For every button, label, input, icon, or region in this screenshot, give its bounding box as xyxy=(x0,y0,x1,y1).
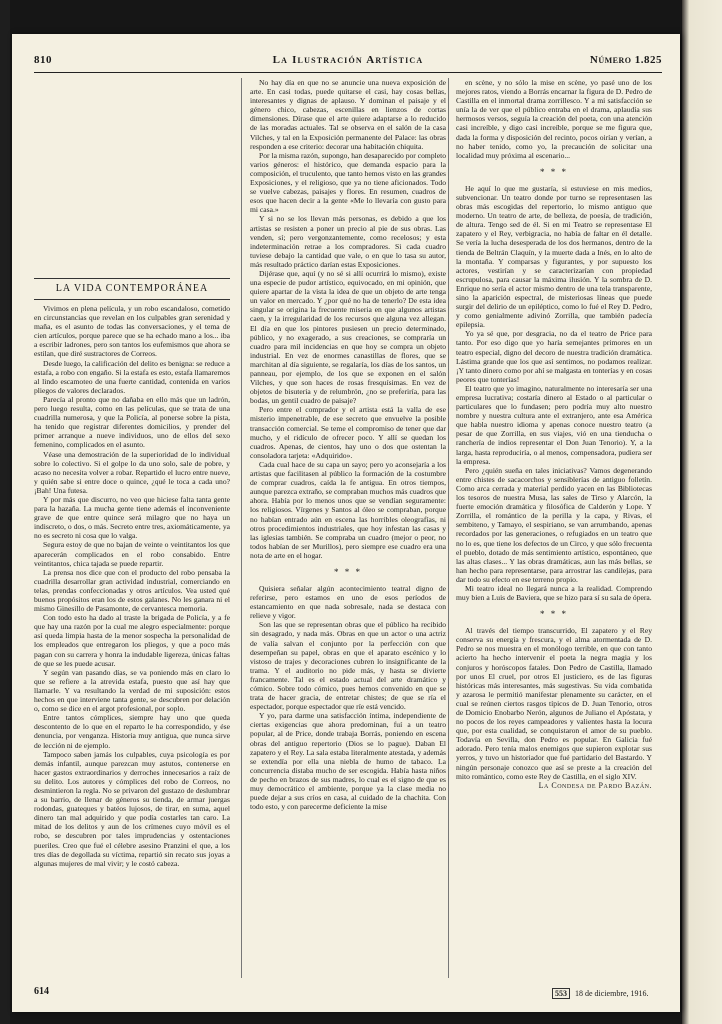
paragraph: Mi teatro ideal no llegará nunca a la realidad. Comprendo muy bien a Luis de Baviera, que se hizo para sí su sala de ópera. xyxy=(456,583,652,603)
paragraph: Entre tantos cómplices, siempre hay uno que queda descontento de lo que en el reparto le ha correspondido, y ése denuncia, por venganza. Historia muy antigua, que nunca sirve de lección ni de ejemplo. xyxy=(34,713,230,750)
footer-box-number: 553 xyxy=(552,988,570,999)
page-number: 810 xyxy=(34,54,52,66)
paragraph: Desde luego, la calificación del delito es benigna: se reduce a estafa, a robo con engaño. Si la estafa es esto, estafa llamaremos al lindo escamoteo de una fuerte cantidad, contenida en varios pliegos de valores declarados. xyxy=(34,358,230,395)
section-ornament: * * * xyxy=(334,566,362,577)
scan-background-left xyxy=(0,0,10,1024)
magazine-page xyxy=(12,34,680,1012)
paragraph: Pero entre el comprador y el artista está la valla de ese misterio impenetrable, de ese secreto que envuelve la posible transacción comercial. Se teme el compromiso de tener que dar mucho, y el ridículo de ofrecer poco. Y allí se quedan los cuadros. Apenas, de cientos, hay uno o dos que ostentan la consoladora tarjeta: «Adquirido». xyxy=(250,405,446,460)
running-head xyxy=(34,54,662,70)
paragraph: He aquí lo que me gustaría, si estuviese en mis medios, subvencionar. Un teatro donde por turno se representasen las obras más escogidas del repertorio, lo mismo antiguo que moderno. Un teatro de arte, de belleza, de poesía, de tradición, de altura. Tengo sed de él. Si en mi Teatro se representase El zapatero y el Rey, verbigracia, no había de faltar en él detalle. Se vería la lucha desesperada de los dos hermanos, dentro de la tienda de Beltrán Claquín, y la muerte dada a Inés, en lo alto de la montaña. Y comparsas y figurantes, y por supuesto los actores, vestirían y se caracterizarían con propiedad escrupulosa, para causar la máxima ilusión. Y la sombra de D. Enrique no sería el actor mismo dentro de una tela transparente, sino la aparición espectral, de misteriosas líneas que puede surgir del delirio de un epiléptico, como lo fué el Rey D. Pedro, y como genialmente adivinó Zorrilla, que también padecía epilepsia. xyxy=(456,183,652,330)
paragraph: Dijérase que, aquí (y no sé si allí ocurrirá lo mismo), existe una especie de pudor artístico, equivocado, en mi opinión, que quiere apartar de la vista la idea de que un objeto de arte tenga un valor en mercado. Y ¿por qué no ha de tenerlo? De esta idea singular se origina la frecuente miseria en que algunos artistas caen, y la irregularidad de los recursos que alguna vez allegan. El día en que los pintores pusiesen un precio determinado, público, y no exagerado, a sus creaciones, se compraría un cuadro para mil incidencias en que hoy se compra un objeto industrial. En vez de enormes canastillas de flores, que se marchitan al día siguiente, se regalaría, los días de los santos, un panneau, por ejemplo, de los que se exponen en el salón Vilches, y que son haces de rosas fresquísimas. En vez de objetos de bisutería y de relumbrón, ¿no se preferiría, para las bodas, un gentil cuadro de paisaje? xyxy=(250,268,446,406)
column-3 xyxy=(456,78,652,978)
section-title: LA VIDA CONTEMPORÁNEA xyxy=(55,283,209,294)
issue-number: Número 1.825 xyxy=(589,54,662,66)
section-rule-top xyxy=(34,278,230,279)
paragraph: Y yo, para darme una satisfacción íntima, independiente de ciertas exigencias que ahora predominan, fuí a un teatro popular, al de Price, donde trabaja Borrás, poniendo en escena obras del antiguo repertorio (Dios se lo pague). Daban El zapatero y el Rey. La sala estaba literalmente atestada, y además se extendía por ella una niebla de humo de tabaco. La concurrencia distaba mucho de ser escogida. Había hasta niños de pecho en brazos de sus madres, lo cual es el signo de que es muy democrático el ambiente, porque ya la clase media no puede dejar a sus críos en casa, al cuidado de la chachita. Con todo esto, y con parecerme deficiente la mise xyxy=(250,711,446,812)
section-ornament: * * * xyxy=(540,609,568,620)
header-rule xyxy=(34,72,662,73)
paragraph: Y si no se los llevan más personas, es debido a que los artistas se resisten a poner un precio al pie de sus obras. Las venden, sí; pero vergonzantemente, como recelosos; y esta indeterminación retrae a los compradores. Si cada cuadro tuviese debajo la cantidad que vale, o en que lo tasa su autor, más resultado práctico darían estas Exposiciones. xyxy=(250,214,446,269)
column-1 xyxy=(34,278,230,978)
section-ornament: * * * xyxy=(540,166,568,177)
adjacent-page-edge xyxy=(682,0,722,1024)
paragraph: Por la misma razón, supongo, han desaparecido por completo varios géneros: el histórico, que demanda espacio para la composición, el truculento, que tanto hemos visto en las grandes Exposiciones, y el religioso, que ya no tiene aficionados. Todo se vuelve cabezas, paisajes y flores. En resumen, cuadros de esos que hacen decir a la gente «Me lo llevaría con gusto para mi casa.» xyxy=(250,150,446,215)
footer-stamp xyxy=(552,988,649,999)
section-rule-bottom xyxy=(34,299,230,300)
paragraph: Y según van pasando días, se va poniendo más en claro lo que se refiere a la atrevida estafa, puesto que así hay que llamarle. Y va resultando la verdad de mi suposición: estos hechos en que interviene tanta gente, se descubren por delación o, como se dice en el argot profesional, por soplo. xyxy=(34,667,230,714)
paragraph: Y por más que discurro, no veo que hiciese falta tanta gente para la hazaña. La mucha gente tiene además el inconveniente grave de que entre quince será milagro que no haya un indiscreto, o dos, o más. Secreto entre tres, axiomáticamente, ya no es secreto ni cosa que lo valga. xyxy=(34,494,230,541)
paragraph: Vivimos en plena película, y un robo escandaloso, cometido en circunstancias que revelan en los culpables gran serenidad y maña, es el asunto de todas las conversaciones, y el tema de cien artículos, porque parece que se ha echado mano a los... iba a escribir ladrones, pero son tantos los eufemismos que ahora se estilan, que diré sustractores de Correos. xyxy=(34,304,230,359)
author-signature: La Condesa de Pardo Bazán. xyxy=(538,780,652,790)
paragraph: Al través del tiempo transcurrido, El zapatero y el Rey conserva su energía y frescura, y el alma atormentada de D. Pedro se nos muestra en el monólogo terrible, en que con tanto acierto ha hecho intervenir el poeta la negra magia y los conjuros y horóscopos fatales. Don Pedro de Castilla, llamado por unos El cruel, por otros El justiciero, es de las figuras históricas más interesantes, más sugestivas. Su vida combatida y azarosa le permitió manifestar plenamente su carácter, en el cual se reúnen ciertos rasgos típicos de D. Juan Tenorio, otros de Domicio Enobarbo Nerón, algunos de Juliano el Apóstata, y no pocos de los reyes campeadores y valientes hasta la locura que, por esta cualidad, se conquistaron el amor de su pueblo. Todavía en Sevilla, don Pedro es popular. En Galicia fué adorado. Pero tenía malos enemigos que supieron explotar sus yerros, y tuvo un historiador que fué partidario del Bastardo. Y ningún personaje conozco que así se preste a la creación del mito romántico, como este Rey de Castilla, en el siglo XIV. xyxy=(456,626,652,781)
paragraph: No hay día en que no se anuncie una nueva exposición de arte. En casi todas, puede quitarse el casi, hay cosas bellas, interesantes y dignas de aplauso. Y dominan el paisaje y el género chico, cabezas, escenillas en lienzos de cortas dimensiones. Dírase que el arte quiere adaptarse a lo reducido de las moradas actuales. Tal se observa en el salón de la casa Vilches, y tal en la Exposición permanente del Palace: las obras responden a ese criterio: decorar una habitación chiquita. xyxy=(250,78,446,151)
column-2 xyxy=(250,78,446,978)
column-divider-2 xyxy=(448,78,449,978)
paragraph: Parecía al pronto que no dañaba en ello más que un ladrón, pero luego resulta, como en las películas, que se trata de una cuadrilla numerosa, y que la Policía, al ponerse sobre la pista, ha tenido que registrar diferentes domicilios, y prender del primer arranque a nueve individuos, uno de ellos del sexo femenino, complicados en el asunto. xyxy=(34,394,230,450)
paragraph: Quisiera señalar algún acontecimiento teatral digno de referirse, pero estamos en uno de esos períodos de estancamiento en que nada sobresale, nada se destaca con relieve y vigor. xyxy=(250,583,446,621)
paragraph: Con todo esto ha dado al traste la brigada de Policía, y a fe que hay una razón por la cual me alegro especialmente: porque así queda limpia hasta de la menor sospecha la personalidad de los empleados que entregaron los pliegos, y que a poco más pagan con su carrera y honra la indudable ligereza, únicas faltas de que se les puede acusar. xyxy=(34,613,230,668)
paragraph: Tampoco saben jamás los culpables, cuya psicología es por demás infantil, aunque parezcan muy astutos, contenerse en hacer gastos extraordinarios y derroches innecesarios a raíz de su delito. Los autores y cómplices del robo de Correos, no desmintieron la regla. No se privaron del gustazo de deslumbrar a su barrio, de llenar de géneros su tienda, de armar juergas rodondas, guateques y batéos lujosos, de tirar, en suma, aquel dinero tan mal adquirido y que podía costarles tan caro. La mitad de los delitos y aun de los crímenes cuyo móvil es el robo, se descubren por tales imprudencias y ostentaciones pueriles. Creo que fué el célebre asesino Pranzini el que, a los tres días de degollada su víctima, repartió sin recato sus joyas a algunas mujeres de mal vivir; y le costó cabeza. xyxy=(34,749,230,868)
paragraph: en scène, y no sólo la mise en scène, yo pasé uno de los mejores ratos, viendo a Borrás encarnar la figura de D. Pedro de Castilla en el inmortal drama zorrillesco. Y a mi satisfacción se unía la de ver que el público entraba en el drama, aplaudía sus hermosos versos, seguía la creación del poeta, con una atención casi increíble, y digo casi increíble, porque se me figura que, dada la forma y disposición del recinto, pocos oirían y verían, a no haber tenido, como yo, la precaución de solicitar una localidad muy próxima al escenario... xyxy=(456,78,652,160)
paragraph: Cada cual hace de su capa un sayo; pero yo aconsejaría a los artistas que facilitasen al público la formación de la costumbre de comprar cuadros, caída la fe antigua. En otros tiempos, aunque parezca extraño, se compraban muchos más cuadros que ahora. Había por lo menos unos que se vendían seguramente: los religiosos. Vírgenes y Santos al óleo se compraban, porque no habían entrado aún en escena las horribles oleografías, ni otros procedimientos industriales, que hoy infestan las casas y las iglesias también. Se compraba un cuadro (mejor o peor, no todos habían de ser Murillos), pero siempre ese cuadro era una nota de arte en el hogar. xyxy=(250,459,446,560)
journal-title: La Ilustración Artística xyxy=(272,54,424,66)
paragraph: Son las que se representan obras que el público ha recibido sin desagrado, y nada más. Obras en que un actor o una actriz de valía salvan el conjunto por la perfección con que desempeñan su papel, obras en que el aparato escénico y lo vistoso de trajes y decoraciones cubren lo insignificante de la trama. Y el auditorio no pide más, y hasta se divierte francamente. Tal es el estado actual del arte dramático y cómico. Sobre todo cómico, pues hemos convenido en que se trata de hacer gracia, de entretar chistes; de que se ría el espectador, porque espectador que ríe está vencido. xyxy=(250,620,446,712)
paragraph: Pero ¿quién sueña en tales iniciativas? Vamos degenerando entre chistes de sacacorchos y sensiblerías de antiguo folletín. Como arca cerrada y material perdido yacen en las Bibliotecas los tesoros de nuestra Musa, las sales de Tirso y Alarcón, la fuerte emoción dramática y filosófica de Calderón y Lope. Y Zorrilla, el romántico de la perilla y la capa, y Rivas, el sembiteno, y Tamayo, el sespiriano, se van arrumbando, apenas recordados por las generaciones, o refugiados en un teatro que no lo es, que tiene los defectos de un Circo, y que sólo frecuenta el pueblo, dotado de más sentimiento artístico, espontáneo, que las altas clases... Y las obras dramáticas, aun las más bellas, se han hecho para representarse, para arrostrar las candilejas, para dar todo su efecto en ese terreno propio. xyxy=(456,465,652,584)
paragraph: Véase una demostración de la superioridad de lo individual sobre lo colectivo. Si el golpe lo da uno solo, sale de pobre, y acaso no necesita volver a robar. Repartido el lucro entre nueve, y quién sabe si entre doce o quince, ¿qué le toca a cada uno? ¡Bah! Una futesa. xyxy=(34,449,230,495)
paragraph: Yo ya sé que, por desgracia, no da el teatro de Price para tanto. Por eso digo que yo haría semejantes primores en un teatro especial, digno del decoro de nuestra tradición dramática. Lástima grande que los que así sentimos, no podamos realizar. ¡Y tanto dinero como por ahí se malgasta en tonterías y en cosas peores que tonterías! xyxy=(456,329,652,384)
folio-number: 614 xyxy=(34,986,49,997)
footer-date: 18 de diciembre, 1916. xyxy=(575,989,649,998)
column-divider-1 xyxy=(241,78,242,978)
paragraph: El teatro que yo imagino, naturalmente no interesaría ser una empresa lucrativa; costaría dinero al Estado o al particular o particulares que lo fundasen; pero podría muy alto nuestro nombre y nuestra cultura ante el extranjero, ante esa América que habla nuestro idioma y apenas conoce nuestro teatro (a pesar de que Zorrilla, en sus viajes, vió en una tienducha o ranchería de indios representar el Don Juan Tenorio). Y, a la larga, hasta reproduciría, o al menos, compensadora, pudiera ser la empresa. xyxy=(456,383,652,466)
paragraph: Segura estoy de que no bajan de veinte o veintitantos los que aparecerán complicados en el robo consabido. Entre veintitantos, chica tajada se puede repartir. xyxy=(34,540,230,568)
paragraph: La prensa nos dice que con el producto del robo pensaba la cuadrilla desarrollar gran actividad industrial, comerciando en telas, prendas confeccionadas y otros artículos. Vea usted qué buenos propósitos eran los de estos galanes. No les ganara ni el mismo Ginesillo de Pasamonte, de cervantesca memoria. xyxy=(34,567,230,614)
